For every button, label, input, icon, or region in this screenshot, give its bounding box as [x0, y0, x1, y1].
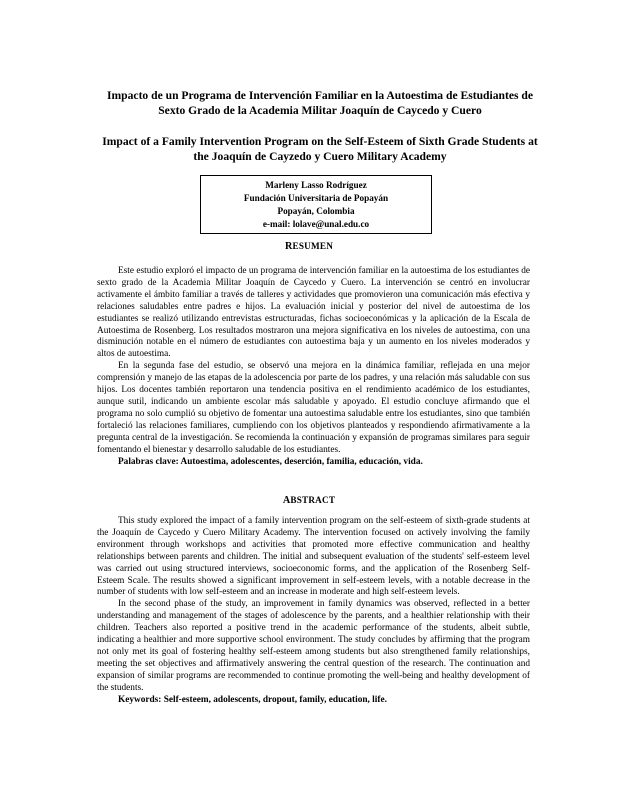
resumen-paragraph-2: En la segunda fase del estudio, se observó una mejora en la dinámica familiar, reflejada en una mejor comprensión y manejo de las etapas de la adolescencia por parte de los padres, y una relación más saludable con sus hijos. Los docentes también reportaron una tendencia positiva en el rendimiento académico de los estudiantes, aunque sutil, indicando un ambiente escolar más saludable y apoyado. El estudio concluye afirmando que el programa no solo cumplió su objetivo de fomentar una autoestima saludable entre los estudiantes, sino que también fortaleció las relaciones familiares, cumpliendo con los objetivos planteados y respondiendo afirmativamente a la pregunta central de la investigación. Se recomienda la continuación y expansión de programas similares para seguir fomentando el bienestar y desarrollo saludable de los estudiantes.	[97, 361, 530, 455]
author-location: Popayán, Colombia	[277, 206, 355, 216]
abstract-paragraph-2: In the second phase of the study, an improvement in family dynamics was observed, reflected in a better understanding and management of the stages of adolescence by the parents, and a healthier relationship with their children. Teachers also reported a positive trend in the academic performance of the students, albeit subtle, indicating a healthier and more supportive school environment. The study concludes by affirming that the program not only met its goal of fostering healthy self-esteem among students but also strengthened family relationships, meeting the set objectives and affirmatively answering the central question of the research. The continuation and expansion of similar programs are recommended to continue promoting the well-being and healthy development of the students.	[97, 599, 530, 693]
resumen-paragraph-1: Este estudio exploró el impacto de un programa de intervención familiar en la autoestima de los estudiantes de sexto grado de la Academia Militar Joaquín de Caycedo y Cuero. La intervención se centró en involucrar activamente el ámbito familiar a través de talleres y actividades que promovieron una comunicación más efectiva y relaciones saludables entre padres e hijos. La evaluación inicial y posterior del nivel de autoestima de los estudiantes se realizó utilizando entrevistas estructuradas, fichas socioeconómicas y la aplicación de la Escala de Autoestima de Rosenberg. Los resultados mostraron una mejora significativa en los niveles de autoestima, con una disminución notable en el número de estudiantes con autoestima baja y un aumento en los niveles moderados y altos de autoestima.	[97, 266, 530, 360]
author-institution: Fundación Universitaria de Popayán	[243, 193, 389, 203]
abstract-body	[97, 516, 530, 707]
abstract-keywords: Keywords: Self-esteem, adolescents, dropout, family, education, life.	[118, 694, 387, 705]
resumen-keywords: Palabras clave: Autoestima, adolescentes, deserción, familia, educación, vida.	[118, 456, 423, 467]
resumen-heading: RESUMEN	[284, 241, 334, 252]
author-box	[200, 175, 432, 234]
title-spanish: Impacto de un Programa de Intervención Familiar en la Autoestima de Estudiantes de Sexto Grado de la Academia Militar Joaquín de Caycedo y Cuero	[107, 89, 533, 117]
author-email: e-mail: lolave@unal.edu.co	[262, 219, 370, 229]
resumen-body	[97, 266, 530, 468]
title-english: Impact of a Family Intervention Program on the Self-Esteem of Sixth Grade Students at the Joaquín de Cayzedo y Cuero Military Academy	[102, 135, 538, 163]
author-name: Marleny Lasso Rodríguez	[265, 180, 367, 190]
abstract-heading: ABSTRACT	[282, 495, 336, 506]
abstract-paragraph-1: This study explored the impact of a family intervention program on the self-esteem of sixth-grade students at the Joaquín de Caycedo y Cuero Military Academy. The intervention focused on actively involving the family environment through workshops and activities that promoted more effective communication and healthy relationships between parents and children. The initial and subsequent evaluation of the students' self-esteem level was carried out using structured interviews, socioeconomic forms, and the application of the Rosenberg Self-Esteem Scale. The results showed a significant improvement in self-esteem levels, with a notable decrease in the number of students with low self-esteem and an increase in moderate and high self-esteem levels.	[97, 516, 530, 598]
